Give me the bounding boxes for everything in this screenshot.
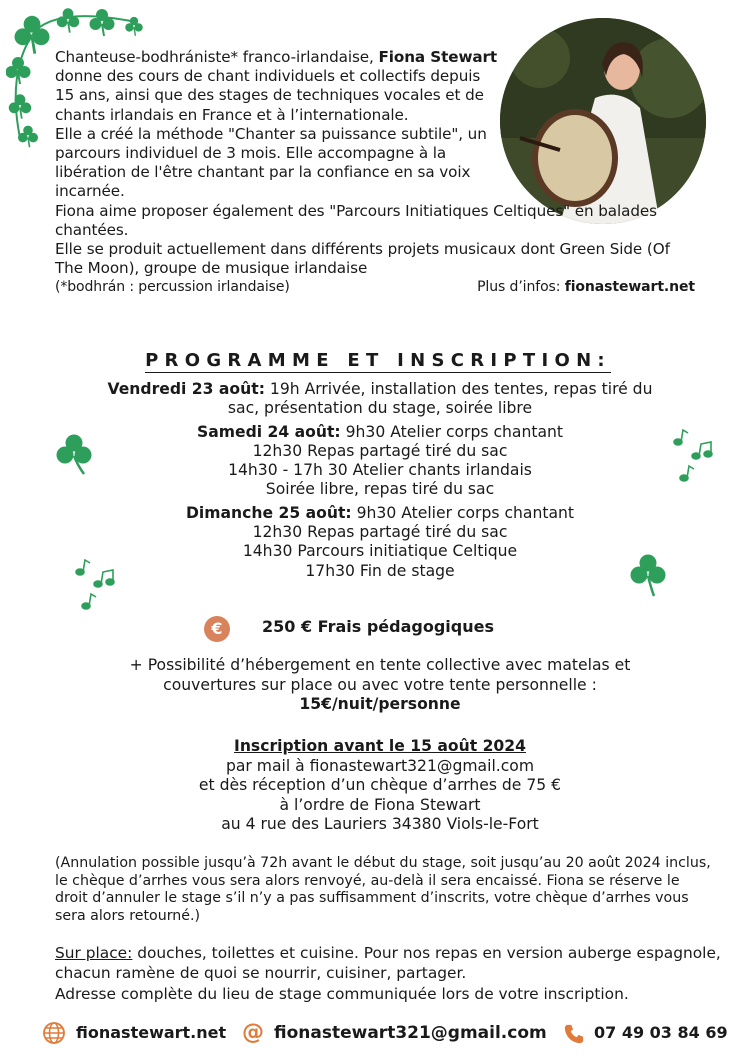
bio-paragraph-4: Elle se produit actuellement dans différents projets musicaux dont Green Side (Of The Moon), groupe de musique irlandaise bbox=[55, 240, 670, 278]
lodging-info: + Possibilité d’hébergement en tente collective avec matelas et couvertures sur place ou avec votre tente personnelle : 15€/nuit/personne bbox=[60, 656, 700, 715]
on-site-info: Sur place: douches, toilettes et cuisine. Pour nos repas en version auberge espagnole, chacun ramène de quoi se nourrir, cuisiner, partager. Adresse complète du lieu de stage communiquée lors de votre inscription. bbox=[55, 944, 735, 1005]
bio-paragraph-1: Chanteuse-bodhrániste* franco-irlandaise, Fiona Stewart donne des cours de chant individuels et collectifs depuis 15 ans, ainsi que des stages de techniques vocales et de chants irlandais en France et à l’internationale. bbox=[55, 48, 498, 124]
at-icon: @ bbox=[242, 1020, 264, 1045]
programme-title: PROGRAMME ET INSCRIPTION: bbox=[145, 350, 611, 371]
schedule-day-saturday: Samedi 24 août: 9h30 Atelier corps chantant 12h30 Repas partagé tiré du sac 14h30 - 17h 30 Atelier chants irlandais Soirée libre, repas tiré du sac bbox=[196, 422, 564, 499]
globe-icon bbox=[42, 1021, 66, 1045]
footer-email-link[interactable]: fionastewart321@gmail.com bbox=[274, 1023, 547, 1043]
phone-icon bbox=[563, 1023, 585, 1045]
inscription-title: Inscription avant le 15 août 2024 bbox=[234, 737, 526, 755]
schedule-day-sunday: Dimanche 25 août: 9h30 Atelier corps chantant 12h30 Repas partagé tiré du sac 14h30 Parcours initiatique Celtique 17h30 Fin de stage bbox=[185, 503, 575, 580]
lodging-price: 15€/nuit/personne bbox=[299, 695, 461, 714]
schedule bbox=[40, 380, 720, 585]
euro-icon: € bbox=[204, 616, 230, 642]
artist-name: Fiona Stewart bbox=[378, 48, 498, 66]
bio-paragraph-2: Elle a créé la méthode "Chanter sa puissance subtile", un parcours individuel de 3 mois. Elle accompagne à la libération de l'être chantant par la confiance en sa voix incarnée. bbox=[55, 124, 487, 201]
shamrock-icon bbox=[52, 430, 96, 476]
bio-paragraph-3: Fiona aime proposer également des "Parcours Initiatiques Celtiques" en balades chantées. bbox=[55, 201, 657, 239]
footer-phone-link[interactable]: 07 49 03 84 69 bbox=[594, 1023, 728, 1042]
fee-text: 250 € Frais pédagogiques bbox=[262, 617, 494, 636]
inscription-info: Inscription avant le 15 août 2024 par mail à fionastewart321@gmail.com et dès réception d’un chèque d’arrhes de 75 € à l’ordre de Fiona Stewart au 4 rue des Lauriers 34380 Viols-le-Fort bbox=[60, 737, 700, 835]
biography bbox=[55, 48, 695, 297]
contact-footer bbox=[0, 1018, 756, 1048]
cancellation-policy: (Annulation possible jusqu’à 72h avant le début du stage, soit jusqu’au 20 août 2024 inclus, le chèque d’arrhes vous sera alors renvoyé, au-delà il sera encaissé. Fiona se réserve le droit d’annuler le stage s’il n’y a pas suffisamment d’inscrits, votre chèque d’arrhes vous sera alors retourné.) bbox=[55, 855, 711, 924]
music-note-icon bbox=[670, 428, 720, 486]
more-info: Plus d’infos: fionastewart.net bbox=[477, 279, 695, 296]
schedule-day-friday: Vendredi 23 août: 19h Arrivée, installation des tentes, repas tiré du sac, présentation du stage, soirée libre bbox=[107, 380, 653, 418]
footer-website-link[interactable]: fionastewart.net bbox=[76, 1023, 227, 1042]
shamrock-icon bbox=[626, 550, 670, 598]
on-site-label: Sur place: bbox=[55, 944, 133, 962]
address-note: Adresse complète du lieu de stage communiquée lors de votre inscription. bbox=[55, 985, 629, 1004]
bio-footnote: (*bodhrán : percussion irlandaise) bbox=[55, 279, 290, 296]
more-info-link[interactable]: fionastewart.net bbox=[564, 279, 695, 296]
music-note-icon bbox=[74, 556, 120, 614]
